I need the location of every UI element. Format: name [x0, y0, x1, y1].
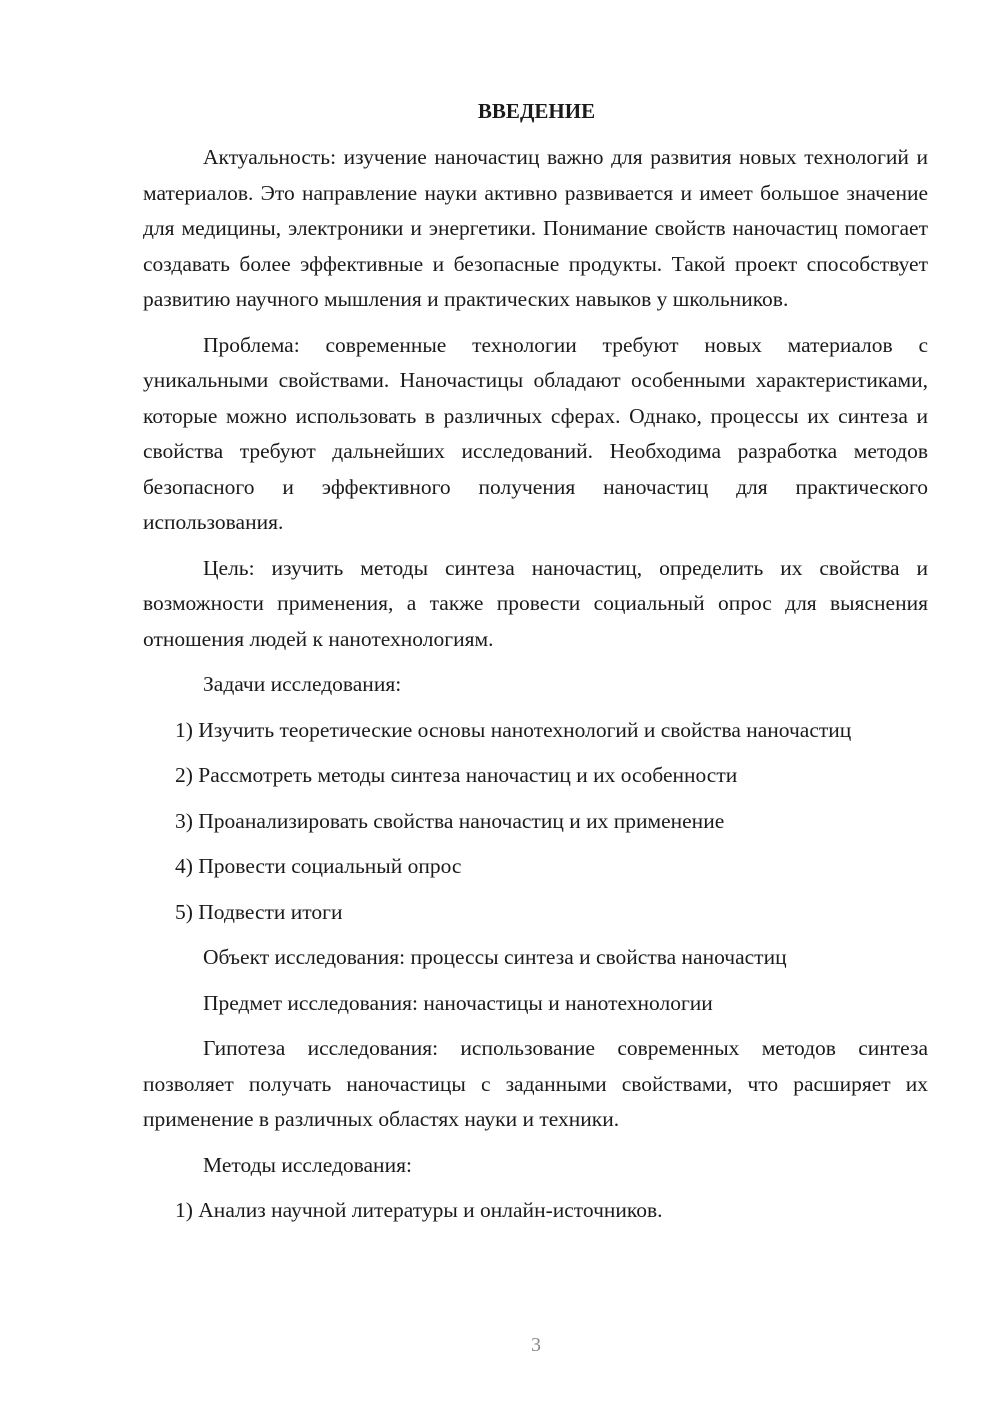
relevance-paragraph: Актуальность: изучение наночастиц важно для развития новых технологий и материалов. Это направление науки активно развивается и имеет большое значение для медицины, электроники и энергетики. Понимание свойств наночастиц помогает создавать более эффективные и безопасные продукты. Такой проект способствует развитию научного мышления и практических навыков у школьников.: [143, 145, 928, 311]
object-paragraph: Объект исследования: процессы синтеза и свойства наночастиц: [203, 945, 787, 969]
task-item-3: 3) Проанализировать свойства наночастиц и их применение: [175, 808, 725, 833]
hypothesis-paragraph: Гипотеза исследования: использование современных методов синтеза позволяет получать наночастицы с заданными свойствами, что расширяет их применение в различных областях науки и техники.: [143, 1036, 928, 1131]
methods-heading: Методы исследования:: [203, 1152, 412, 1177]
tasks-heading: Задачи исследования:: [203, 672, 402, 696]
problem-paragraph: Проблема: современные технологии требуют новых материалов с уникальными свойствами. Наночастицы обладают особенными характеристиками, которые можно использовать в различных сферах. Однако, процессы их синтеза и свойства требуют дальнейших исследований. Необходима разработка методов безопасного и эффективного получения наночастиц для практического использования.: [143, 332, 928, 534]
method-item-1: 1) Анализ научной литературы и онлайн-источников.: [175, 1198, 663, 1222]
document-page: [143, 96, 928, 1239]
subject-paragraph: Предмет исследования: наночастицы и нанотехнологии: [203, 990, 713, 1015]
task-item-2: 2) Рассмотреть методы синтеза наночастиц и их особенности: [175, 763, 738, 787]
goal-paragraph: Цель: изучить методы синтеза наночастиц, определить их свойства и возможности применения, а также провести социальный опрос для выяснения отношения людей к нанотехнологиям.: [143, 555, 928, 651]
page-number: 3: [531, 1334, 541, 1356]
task-item-1: 1) Изучить теоретические основы нанотехнологий и свойства наночастиц: [175, 717, 852, 742]
section-title: ВВЕДЕНИЕ: [477, 99, 596, 123]
task-item-5: 5) Подвести итоги: [175, 899, 343, 924]
task-item-4: 4) Провести социальный опрос: [175, 854, 462, 878]
